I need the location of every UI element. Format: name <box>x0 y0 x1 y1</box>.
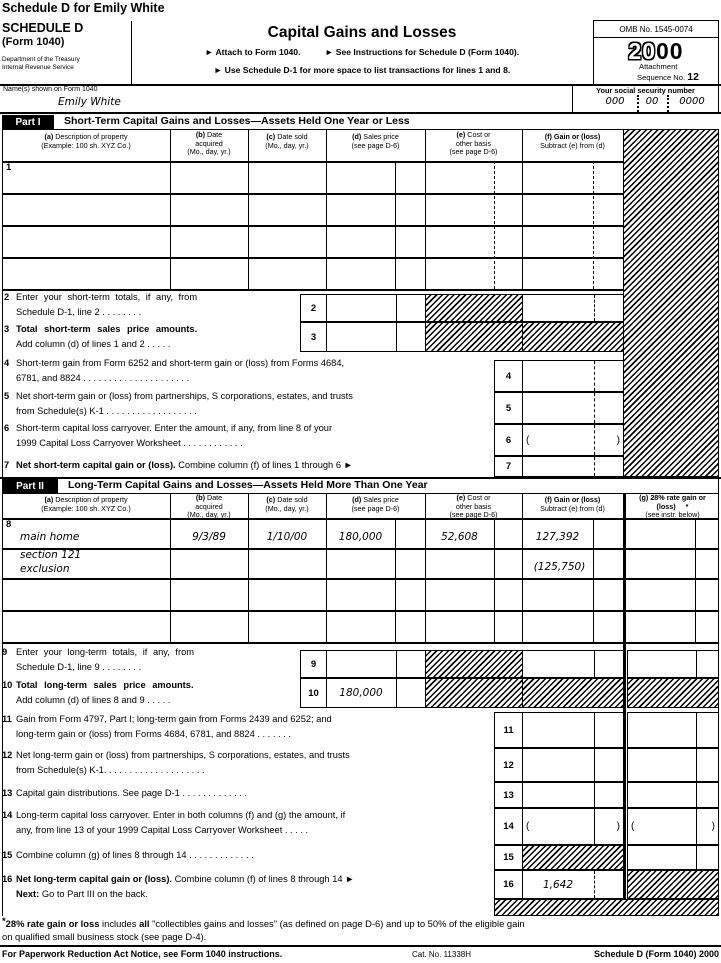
cents-divider <box>696 809 697 844</box>
line11-box: 11 <box>494 712 523 748</box>
next-bold: Next: <box>16 889 40 899</box>
line11-gain-cell[interactable] <box>522 712 624 748</box>
row8-cost-basis[interactable]: 52,608 <box>441 531 478 543</box>
footnote-star: * <box>2 915 6 926</box>
line2-gain-cell[interactable] <box>522 294 624 322</box>
line13-number: 13 <box>2 788 13 798</box>
page-title: Schedule D for Emily White <box>2 1 165 15</box>
col-text: Gain or (loss) <box>551 495 601 504</box>
line3-box: 3 <box>300 322 327 352</box>
line2-box: 2 <box>300 294 327 322</box>
form-title: Capital Gains and Losses <box>267 24 457 41</box>
omb-box <box>593 20 719 38</box>
line12-text2: from Schedule(s) K-1. . . . . . . . . . . . . . . . . . . . <box>16 765 205 775</box>
row8-date-acquired[interactable]: 9/3/89 <box>192 531 226 543</box>
footnote-line1 <box>2 915 525 929</box>
col-tag: (d) <box>352 495 362 504</box>
cents-divider <box>696 749 697 781</box>
line14-box: 14 <box>494 808 523 845</box>
line2-text1: Enter your short-term totals, if any, from <box>16 292 198 302</box>
grid-line <box>2 642 719 644</box>
line16-number: 16 <box>2 874 13 884</box>
omb-number: OMB No. 1545-0074 <box>619 24 693 34</box>
line11-28pct-cell[interactable] <box>627 712 719 748</box>
sequence-text: Sequence No. <box>637 73 686 82</box>
col-header-b <box>170 131 248 157</box>
line2-number: 2 <box>4 292 10 302</box>
cents-divider <box>594 783 595 807</box>
hatched-cell <box>522 322 624 352</box>
line7-text <box>16 458 353 473</box>
line6-number: 6 <box>4 423 10 433</box>
line11-number: 11 <box>2 714 12 724</box>
col-star: * <box>685 501 689 511</box>
col-header-e <box>425 131 522 157</box>
col-sub: (see instr. below) <box>645 510 700 520</box>
col-tag: (a) <box>44 132 54 141</box>
grid-line <box>2 610 719 612</box>
year-solid: 00 <box>656 38 684 64</box>
line16-box: 16 <box>494 870 523 899</box>
line11-text2: long-term gain or (loss) from Forms 4684, 6781, and 8824 . . . . . . . <box>16 729 291 739</box>
row8b-description2[interactable]: exclusion <box>20 563 70 575</box>
line12-box: 12 <box>494 748 523 782</box>
hatched-area <box>494 899 719 916</box>
col-sub: (Mo., day, yr.) <box>187 510 231 520</box>
line14-gain-cell[interactable] <box>522 808 624 845</box>
attach-note: ► Attach to Form 1040. <box>204 47 301 57</box>
hatched-cell <box>425 650 523 678</box>
line4-text2: 6781, and 8824 . . . . . . . . . . . . . . . . . . . . . <box>16 373 190 383</box>
footnote-text1: includes <box>99 918 140 929</box>
line6-text2: 1999 Capital Loss Carryover Worksheet . . . . . . . . . . . . <box>16 438 243 448</box>
cents-divider <box>396 323 397 351</box>
col-tag: (c) <box>266 495 276 504</box>
line4-amount-cell[interactable] <box>522 360 624 392</box>
line6-amount-cell[interactable] <box>522 424 624 456</box>
col-header-c <box>248 133 326 150</box>
col-sub: (Mo., day, yr.) <box>265 503 309 513</box>
col-text: Description of property <box>53 495 128 504</box>
line10-box: 10 <box>300 678 327 708</box>
col-text: Sales price <box>361 132 399 141</box>
grid-line <box>2 578 719 580</box>
col-header-g <box>626 494 719 520</box>
col-header-b <box>170 494 248 520</box>
footer-notice: For Paperwork Reduction Act Notice, see Form 1040 instructions. <box>2 949 283 959</box>
line12-gain-cell[interactable] <box>522 748 624 782</box>
grid-line <box>2 518 719 520</box>
line14-text2: any, from line 13 of your 1999 Capital Loss Carryover Worksheet . . . . . <box>16 825 309 835</box>
grid-line <box>395 518 396 642</box>
cents-divider <box>594 295 595 321</box>
header-notes-line1 <box>131 47 593 57</box>
line9-number: 9 <box>2 647 8 657</box>
footnote-text2: "collectibles gains and losses" (as defined on page D-6) and up to 50% of the eligible gain <box>149 918 525 929</box>
ssn-field-1[interactable]: 000 <box>605 96 625 107</box>
hatched-cell <box>425 678 523 708</box>
col-header-d <box>326 133 425 150</box>
col-text: Gain or (loss) <box>551 132 601 141</box>
col-text2: other basis <box>455 138 492 148</box>
cents-divider <box>696 713 697 747</box>
cents-divider <box>594 457 595 476</box>
dept-line1: Department of the Treasury <box>2 56 80 63</box>
line16-value[interactable]: 1,642 <box>542 878 574 891</box>
cents-divider <box>696 651 697 677</box>
grid-line <box>695 518 696 642</box>
row8-date-sold[interactable]: 1/10/00 <box>266 531 308 543</box>
row8-sales-price[interactable]: 180,000 <box>338 531 383 543</box>
line10-sales-cell[interactable] <box>326 678 426 708</box>
next-rest: Go to Part III on the back. <box>39 889 148 899</box>
line5-text1: Net short-term gain or (loss) from partnerships, S corporations, estates, and trusts <box>16 391 353 401</box>
line4-text1: Short-term gain from Form 6252 and short-term gain or (loss) from Forms 4684, <box>16 358 345 368</box>
cents-divider <box>696 846 697 869</box>
col-text: Cost or <box>465 130 491 139</box>
col-sub: (Example: 100 sh. XYZ Co.) <box>41 140 131 150</box>
grid-line <box>2 548 719 550</box>
grid-line <box>494 518 495 642</box>
line5-number: 5 <box>4 391 10 401</box>
sequence-label <box>637 71 699 83</box>
col-text: Description of property <box>53 132 128 141</box>
ssn-field-2[interactable]: 00 <box>645 96 659 107</box>
col-text: Date <box>205 493 223 502</box>
col-sub: Subtract (e) from (d) <box>540 140 605 150</box>
line7-number: 7 <box>4 460 10 470</box>
line3-sales-cell[interactable] <box>326 322 426 352</box>
line16-text <box>16 872 354 887</box>
col-text: Date sold <box>275 132 308 141</box>
line1-number: 1 <box>6 162 12 173</box>
paren-open: ( <box>631 821 635 832</box>
line4-box: 4 <box>494 360 523 392</box>
footnote-line2: on qualified small business stock (see page D-4). <box>2 931 207 942</box>
line2-text2: Schedule D-1, line 2 . . . . . . . . <box>16 307 142 317</box>
part1-title: Short-Term Capital Gains and Losses—Assets Held One Year or Less <box>64 115 410 127</box>
line10-value[interactable]: 180,000 <box>339 687 383 699</box>
col-header-c <box>248 496 326 513</box>
cents-divider <box>594 871 595 898</box>
form-number: (Form 1040) <box>2 36 65 48</box>
col-header-a <box>2 133 170 150</box>
line9-text1: Enter your long-term totals, if any, from <box>16 647 194 657</box>
paren-open: ( <box>526 821 530 832</box>
line5-box: 5 <box>494 392 523 424</box>
line9-text2: Schedule D-1, line 9 . . . . . . . . <box>16 662 142 672</box>
line9-box: 9 <box>300 650 327 678</box>
col-tag: (e) <box>456 130 466 139</box>
grid-line <box>2 225 623 227</box>
line16-gain-cell[interactable] <box>522 870 624 899</box>
cents-divider <box>594 749 595 781</box>
col-sub: (see page D-6) <box>351 503 400 513</box>
col-text: Date <box>205 130 223 139</box>
col-text: (g) 28% rate gain or <box>639 493 706 502</box>
hatched-cell <box>425 322 523 352</box>
col-sub: (see page D-6) <box>449 147 498 157</box>
line13-text1: Capital gain distributions. See page D-1 . . . . . . . . . . . . . <box>16 788 247 798</box>
row8-description[interactable]: main home <box>20 531 80 543</box>
col-text2: acquired <box>195 138 223 148</box>
line9-gain-cell[interactable] <box>522 650 624 678</box>
hatched-area <box>623 129 719 477</box>
schedule-label: SCHEDULE D <box>2 21 84 35</box>
cents-divider <box>594 393 595 423</box>
cents-divider <box>396 679 397 707</box>
grid-line <box>2 129 719 130</box>
line9-sales-cell[interactable] <box>326 650 426 678</box>
line15-text1: Combine column (g) of lines 8 through 14 . . . . . . . . . . . . . <box>16 850 254 860</box>
row8-gain[interactable]: 127,392 <box>535 531 580 543</box>
col-sub: Subtract (e) from (d) <box>540 503 605 513</box>
col-sub: (Mo., day, yr.) <box>265 140 309 150</box>
tax-year <box>593 38 719 65</box>
line3-text1: Total short-term sales price amounts. <box>16 324 198 334</box>
footnote-bold1: 28% rate gain or loss <box>5 918 100 929</box>
line6-text1: Short-term capital loss carryover. Enter the amount, if any, from line 8 of your <box>16 423 333 433</box>
line15-box: 15 <box>494 845 523 870</box>
paren-close: ) <box>711 821 715 832</box>
line13-gain-cell[interactable] <box>522 782 624 808</box>
col-tag: (e) <box>456 493 466 502</box>
line16-rest: Combine column (f) of lines 8 through 14 ► <box>172 874 355 884</box>
grid-line <box>2 193 623 195</box>
part1-badge: Part I <box>2 115 54 129</box>
cents-divider <box>696 783 697 807</box>
grid-line <box>593 518 594 642</box>
col-text: Sales price <box>361 495 399 504</box>
line10-text1: Total long-term sales price amounts. <box>16 680 194 690</box>
line3-number: 3 <box>4 324 10 334</box>
footer-form-id: Schedule D (Form 1040) 2000 <box>593 949 719 959</box>
name-label: Name(s) shown on Form 1040 <box>3 86 98 93</box>
line14-28pct-cell[interactable] <box>627 808 719 845</box>
grid-line <box>0 945 721 947</box>
year-outline: 20 <box>628 38 656 64</box>
col-tag: (f) <box>544 495 552 504</box>
line3-text2: Add column (d) of lines 1 and 2 . . . . . <box>16 339 171 349</box>
col-text: Date sold <box>275 495 308 504</box>
line5-text2: from Schedule(s) K-1 . . . . . . . . . . . . . . . . . . <box>16 406 197 416</box>
line7-box: 7 <box>494 456 523 477</box>
col-sub: (see page D-6) <box>449 510 498 520</box>
col-header-d <box>326 496 425 513</box>
hatched-cell <box>627 678 719 708</box>
line14-text1: Long-term capital loss carryover. Enter in both columns (f) and (g) the amount, if <box>16 810 346 820</box>
name-field[interactable]: Emily White <box>58 96 121 108</box>
col-sub: (Mo., day, yr.) <box>187 147 231 157</box>
line5-amount-cell[interactable] <box>522 392 624 424</box>
row8b-gain[interactable]: (125,750) <box>533 561 586 573</box>
see-note: ► See Instructions for Schedule D (Form 1040). <box>324 47 520 57</box>
line7-rest: Combine column (f) of lines 1 through 6 ► <box>175 460 353 470</box>
col-header-f <box>522 133 623 150</box>
line8-number: 8 <box>6 519 12 530</box>
col-text2: (loss) <box>656 501 676 511</box>
line6-box: 6 <box>494 424 523 456</box>
cents-divider <box>594 651 595 677</box>
grid-line <box>2 257 623 259</box>
col-tag: (b) <box>195 130 205 139</box>
line12-number: 12 <box>2 750 13 760</box>
line10-number: 10 <box>2 680 13 690</box>
paren-open: ( <box>526 434 530 446</box>
part2-title: Long-Term Capital Gains and Losses—Assets Held More Than One Year <box>68 479 428 491</box>
hatched-cell <box>522 678 624 708</box>
col-tag: (d) <box>352 132 362 141</box>
col-tag: (b) <box>195 493 205 502</box>
line12-28pct-cell[interactable] <box>627 748 719 782</box>
paren-close: ) <box>616 434 620 446</box>
line14-number: 14 <box>2 810 13 820</box>
sequence-number: 12 <box>687 71 699 83</box>
row8b-description1[interactable]: section 121 <box>20 549 82 561</box>
line7-amount-cell[interactable] <box>522 456 624 477</box>
grid-line <box>0 112 721 114</box>
attachment-label: Attachment <box>639 62 678 71</box>
line9-28pct-cell[interactable] <box>627 650 719 678</box>
line2-sales-cell[interactable] <box>326 294 426 322</box>
ssn-field-3[interactable]: 0000 <box>679 96 705 107</box>
col-tag: (f) <box>544 132 552 141</box>
line16-next <box>16 887 148 902</box>
dept-line2: Internal Revenue Service <box>2 64 74 71</box>
line16-bold: Net long-term capital gain or (loss). <box>16 874 172 884</box>
footer-catalog: Cat. No. 11338H <box>412 950 471 959</box>
col-header-e <box>425 494 522 520</box>
col-sub: (Example: 100 sh. XYZ Co.) <box>41 503 131 513</box>
line13-box: 13 <box>494 782 523 808</box>
line13-28pct-cell[interactable] <box>627 782 719 808</box>
cents-divider <box>594 425 595 455</box>
col-header-f <box>522 496 623 513</box>
line11-text1: Gain from Form 4797, Part I; long-term gain from Forms 2439 and 6252; and <box>16 714 332 724</box>
line15-number: 15 <box>2 850 13 860</box>
line12-text1: Net long-term gain or (loss) from partnerships, S corporations, estates, and trusts <box>16 750 350 760</box>
use-note: ► Use Schedule D-1 for more space to list transactions for lines 1 and 8. <box>213 65 511 75</box>
col-text2: other basis <box>455 501 492 511</box>
cents-divider <box>396 651 397 677</box>
col-text2: acquired <box>195 501 223 511</box>
line4-number: 4 <box>4 358 10 368</box>
line15-28pct-cell[interactable] <box>627 845 719 870</box>
line7-bold: Net short-term capital gain or (loss). <box>16 460 176 470</box>
cents-divider <box>594 713 595 747</box>
col-text: Cost or <box>465 493 491 502</box>
cents-divider <box>594 809 595 844</box>
ssn-label: Your social security number <box>596 86 695 95</box>
grid-line <box>2 161 623 163</box>
footnote-bold2: all <box>139 918 150 929</box>
col-sub: (see page D-6) <box>351 140 400 150</box>
col-tag: (c) <box>266 132 276 141</box>
paren-close: ) <box>616 821 620 832</box>
cents-divider <box>594 361 595 391</box>
col-header-a <box>2 496 170 513</box>
part2-badge: Part II <box>2 479 58 493</box>
grid-line <box>2 493 719 494</box>
hatched-cell <box>425 294 523 322</box>
line10-text2: Add column (d) of lines 8 and 9 . . . . . <box>16 695 171 705</box>
hatched-cell <box>522 845 624 870</box>
cents-divider <box>396 295 397 321</box>
hatched-cell <box>627 870 719 899</box>
col-tag: (a) <box>44 495 54 504</box>
